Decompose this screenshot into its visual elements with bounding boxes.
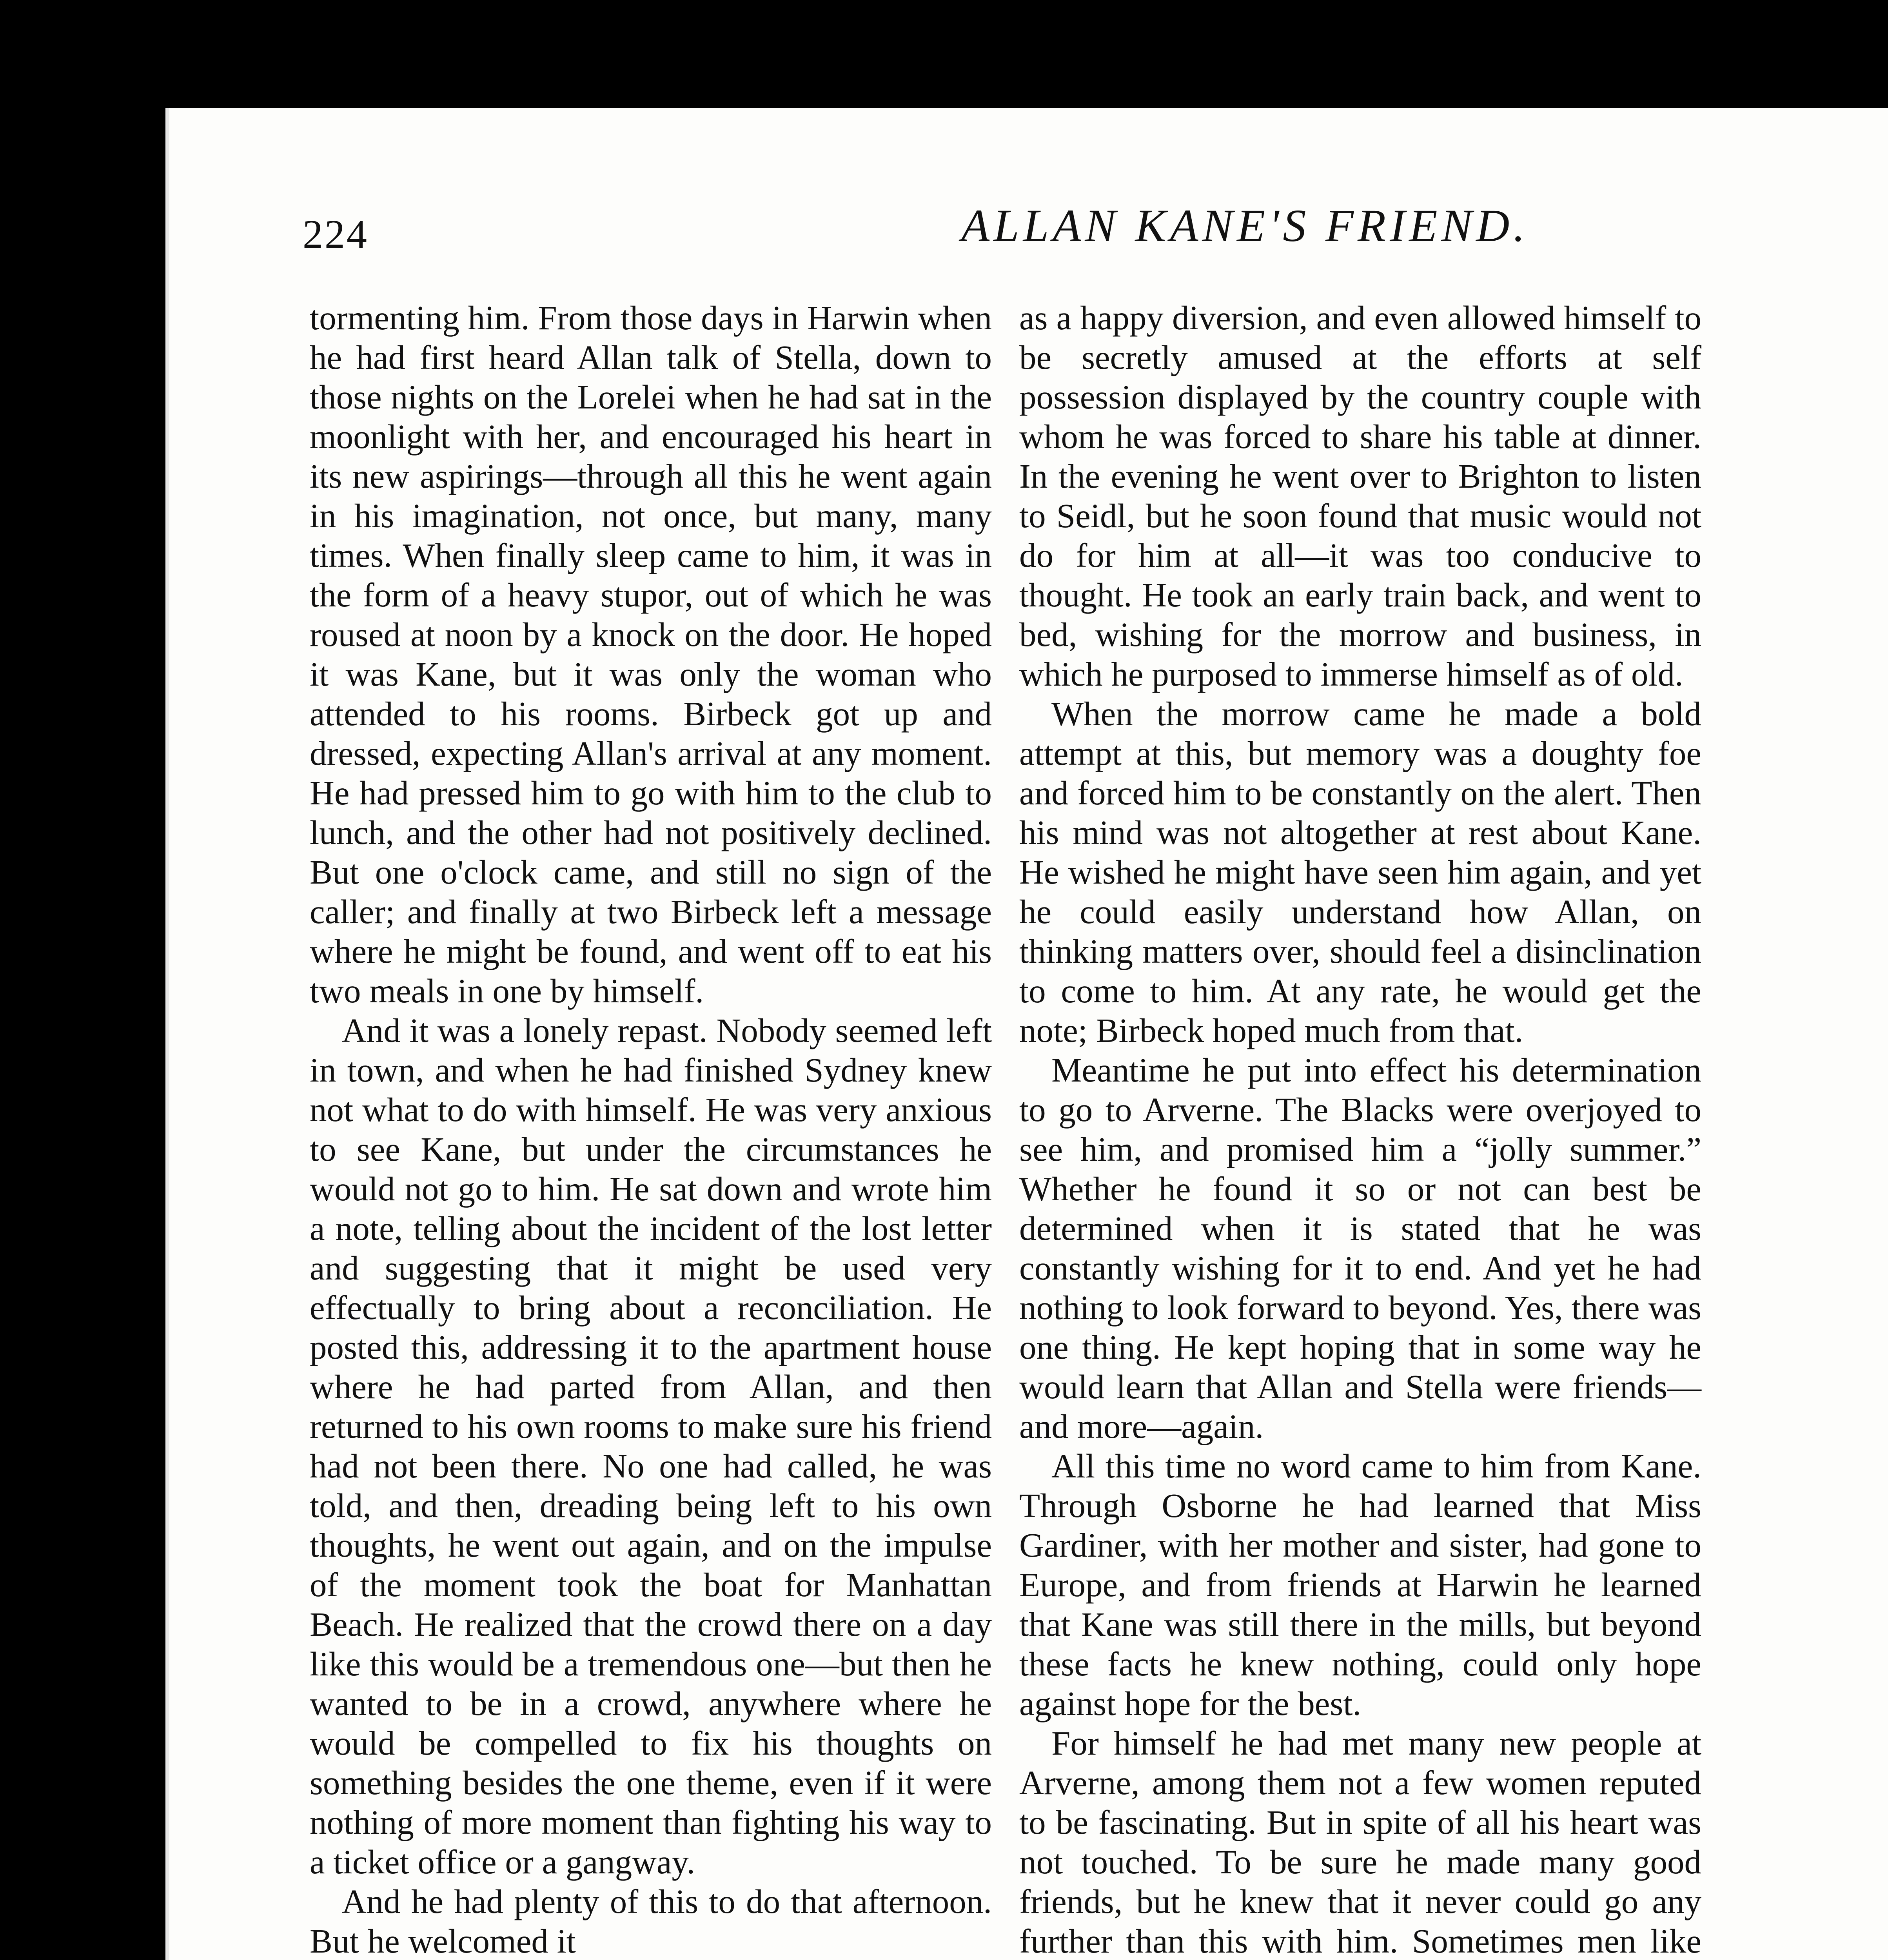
right-column bbox=[1019, 298, 1701, 1960]
paragraph: When the morrow came he made a bold attempt at this, but memory was a doughty foe and forced him to be constantly on the alert. Then his mind was not altogether at rest about Kane. He wished he might have seen him again, and yet he could easily understand how Allan, on thinking matters over, should feel a disinclination to come to him. At any rate, he would get the note; Birbeck hoped much from that. bbox=[1019, 695, 1701, 1049]
page-number: 224 bbox=[303, 212, 369, 257]
paragraph: Meantime he put into effect his determination to go to Arverne. The Blacks were overjoyed to see him, and promised him a “jolly summer.” Whether he found it so or not can best be determined when it is stated that he was constantly wishing for it to end. And yet he had nothing to look forward to beyond. Yes, there was one thing. He kept hoping that in some way he would learn that Allan and Stella were friends—and more—again. bbox=[1019, 1051, 1701, 1445]
paragraph: And he had plenty of this to do that afternoon. But he welcomed it bbox=[310, 1882, 992, 1960]
paragraph: All this time no word came to him from Kane. Through Osborne he had learned that Miss Gardiner, with her mother and sister, had gone to Europe, and from friends at Harwin he learned that Kane was still there in the mills, but beyond these facts he knew nothing, could only hope against hope for the best. bbox=[1019, 1447, 1701, 1722]
paragraph: as a happy diversion, and even allowed himself to be secretly amused at the efforts at self possession displayed by the country couple with whom he was forced to share his table at dinner. In the evening he went over to Brighton to listen to Seidl, but he soon found that music would not do for him at all—it was too conducive to thought. He took an early train back, and went to bed, wishing for the morrow and business, in which he purposed to immerse himself as of old. bbox=[1019, 299, 1701, 693]
page-header bbox=[303, 199, 1824, 270]
paragraph: For himself he had met many new people at Arverne, among them not a few women reputed to be fascinating. But in spite of all his heart was not touched. To be sure he made many good friends, but he knew that it never could go any further than this with him. Sometimes men like bbox=[1019, 1724, 1701, 1960]
book-page bbox=[165, 108, 1888, 1960]
paragraph: And it was a lonely repast. Nobody seemed left in town, and when he had finished Sydney knew not what to do with himself. He was very anxious to see Kane, but under the circumstances he would not go to him. He sat down and wrote him a note, telling about the incident of the lost letter and suggesting that it might be used very effectually to bring about a reconciliation. He posted this, addressing it to the apartment house where he had parted from Allan, and then returned to his own rooms to make sure his friend had not been there. No one had called, he was told, and then, dreading being left to his own thoughts, he went out again, and on the impulse of the moment took the boat for Manhattan Beach. He realized that the crowd there on a day like this would be a tremendous one—but then he wanted to be in a crowd, anywhere where he would be compelled to fix his thoughts on something besides the one theme, even if it were nothing of more moment than fighting his way to a ticket office or a gangway. bbox=[310, 1011, 992, 1881]
left-column bbox=[310, 298, 992, 1960]
running-title: ALLAN KANE'S FRIEND. bbox=[961, 200, 1529, 251]
paragraph: tormenting him. From those days in Harwin when he had first heard Allan talk of Stella, down to those nights on the Lorelei when he had sat in the moonlight with her, and encouraged his heart in its new aspirings—through all this he went again in his imagination, not once, but many, many times. When finally sleep came to him, it was in the form of a heavy stupor, out of which he was roused at noon by a knock on the door. He hoped it was Kane, but it was only the woman who attended to his rooms. Birbeck got up and dressed, expecting Allan's arrival at any moment. He had pressed him to go with him to the club to lunch, and the other had not positively declined. But one o'clock came, and still no sign of the caller; and finally at two Birbeck left a message where he might be found, and went off to eat his two meals in one by himself. bbox=[310, 299, 992, 1010]
